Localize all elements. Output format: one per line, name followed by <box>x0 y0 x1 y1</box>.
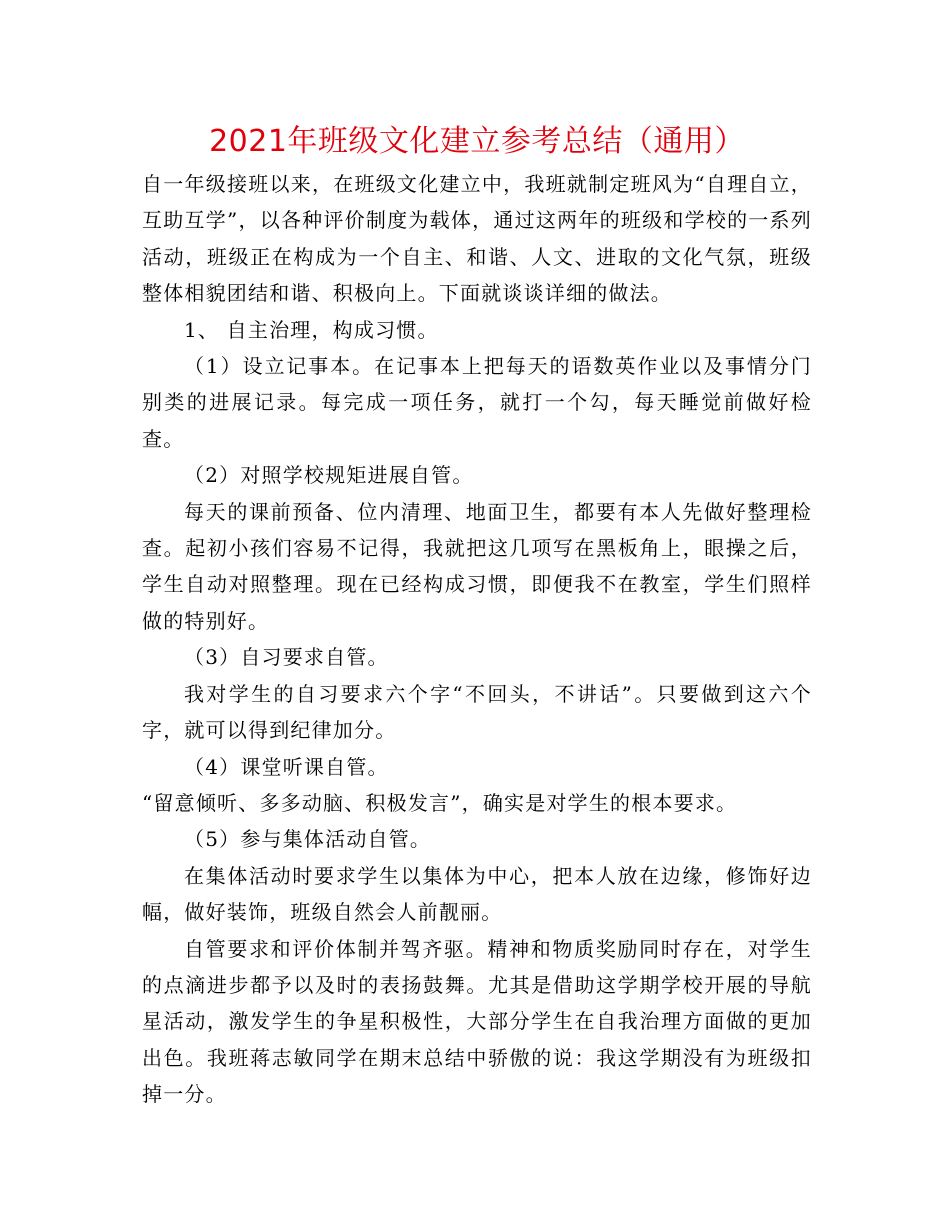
item-2: （2）对照学校规矩进展自管。 <box>184 463 474 488</box>
paragraph-item-4-body: “留意倾听、多多动脑、积极发言”，确实是对学生的根本要求。 <box>142 790 738 815</box>
paragraph-item-3-body: 我对学生的自习要求六个字“不回头，不讲话”。只要做到这六个字，就可以得到纪律加分。 <box>142 681 812 743</box>
document-title: 2021年班级文化建立参考总结（通用） <box>209 124 745 159</box>
paragraph-intro: 自一年级接班以来，在班级文化建立中，我班就制定班风为“自理自立，互助互学”，以各种评价制度为载体，通过这两年的班级和学校的一系列活动，班级正在构成为一个自主、和谐、人文、进取的文化气氛，班级整体相貌团结和谐、积极向上。下面就谈谈详细的做法。 <box>142 172 812 306</box>
paragraph-evaluation: 自管要求和评价体制并驾齐驱。精神和物质奖励同时存在，对学生的点滴进步都予以及时的表扬鼓舞。尤其是借助这学期学校开展的导航星活动，激发学生的争星积极性，大部分学生在自我治理方面做的更加出色。我班蒋志敏同学在期末总结中骄傲的说：我这学期没有为班级扣掉一分。 <box>142 936 812 1107</box>
paragraph-item-5-body: 在集体活动时要求学生以集体为中心，把本人放在边缘，修饰好边幅，做好装饰，班级自然会人前靓丽。 <box>142 863 812 925</box>
item-1: （1）设立记事本。在记事本上把每天的语数英作业以及事情分门别类的进展记录。每完成一项任务，就打一个勾，每天睡觉前做好检查。 <box>142 354 812 451</box>
item-4: （4）课堂听课自管。 <box>184 754 389 779</box>
item-5: （5）参与集体活动自管。 <box>184 827 432 852</box>
section-heading-1: 1、 自主治理，构成习惯。 <box>184 317 439 342</box>
paragraph-item-2-body: 每天的课前预备、位内清理、地面卫生，都要有本人先做好整理检查。起初小孩们容易不记得，我就把这几项写在黑板角上，眼操之后，学生自动对照整理。现在已经构成习惯，即便我不在教室，学生们照样做的特别好。 <box>142 499 812 633</box>
item-3: （3）自习要求自管。 <box>184 645 389 670</box>
document-page <box>142 122 812 1113</box>
